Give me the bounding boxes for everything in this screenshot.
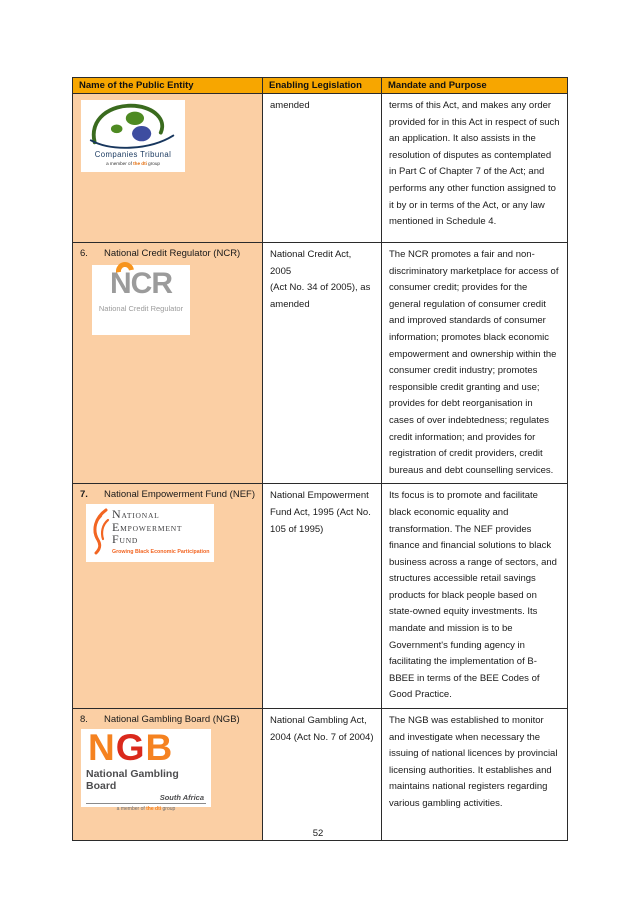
- nef-line-fund: FUND: [112, 532, 139, 547]
- companies-tribunal-swirl-icon: [85, 102, 181, 148]
- legislation-cell: [263, 709, 382, 841]
- legislation-line: amended: [270, 298, 310, 310]
- ngb-logo-title: National Gambling Board: [86, 768, 179, 793]
- mandate-cell: [382, 709, 568, 841]
- membership-suffix: group: [146, 161, 160, 166]
- legislation-line: National Credit Act, 2005: [270, 249, 352, 277]
- ngb-letter-b: B: [145, 727, 174, 769]
- page-number: 52: [312, 828, 324, 839]
- mandate-text: Its focus is to promote and facilitate black economic equality and transformation. The NEF provides finance and financial solutions to black business across a range of sectors, and structures accessible retail savings products for black people based on state-owned equity investments. Its mandate and mission is to be Government's funding agency in facilitating the implementation of B-BBEE in terms of the BEE Codes of Good Practice.: [389, 490, 557, 701]
- table-row-nef: [73, 484, 568, 709]
- membership-prefix: a member of: [116, 806, 147, 813]
- nef-logo-text: [112, 508, 209, 560]
- entity-number: 7.: [80, 489, 88, 501]
- entity-cell-ncr: [73, 243, 263, 484]
- membership-prefix: a member of: [106, 161, 134, 166]
- mandate-text: The NCR promotes a fair and non-discriminatory marketplace for access of consumer credit; provides for the general regulation of consumer credit and improved standards of consumer information; promotes black economic empowerment and ownership within the consumer credit industry; promotes responsible credit granting and use; provides for debt reorganisation in cases of over indebtedness; regulates credit information; and provides for registration of credit providers, credit bureaus and debt counselling services.: [389, 249, 559, 476]
- table-row-ngb: [73, 709, 568, 841]
- entity-cell-companies-tribunal: [73, 94, 263, 243]
- nef-logo: [86, 504, 214, 562]
- public-entities-table: [72, 77, 568, 841]
- table-header-row: [73, 78, 568, 94]
- legislation-line: Fund Act, 1995 (Act No.: [270, 506, 371, 518]
- nef-tagline: Growing Black Economic Participation: [112, 548, 210, 555]
- legislation-line: amended: [270, 100, 310, 111]
- legislation-cell: [263, 484, 382, 709]
- mandate-cell: [382, 243, 568, 484]
- table-row-companies-tribunal: [73, 94, 568, 243]
- companies-tribunal-logo: [81, 100, 185, 172]
- entity-name: National Credit Regulator (NCR): [104, 248, 241, 259]
- entity-title: [80, 489, 257, 500]
- entity-name: National Empowerment Fund (NEF): [104, 489, 255, 501]
- entity-name: National Gambling Board (NGB): [104, 714, 240, 726]
- legislation-line: National Gambling Act,: [270, 715, 367, 727]
- mandate-text: The NGB was established to monitor and investigate when necessary the issuing of national licences by provincial licensing authorities. It establishes and maintains national registers regarding various gambling activities.: [389, 715, 558, 809]
- ngb-logo-subtitle: South Africa: [159, 793, 204, 803]
- ncr-logo: [92, 265, 190, 335]
- mandate-cell: [382, 94, 568, 243]
- table-row-ncr: [73, 243, 568, 484]
- legislation-cell: [263, 94, 382, 243]
- column-header-entity-name: Name of the Public Entity: [73, 78, 263, 94]
- ngb-membership-line: [86, 806, 206, 812]
- entity-title: [80, 248, 257, 259]
- ngb-divider: [86, 803, 206, 804]
- ncr-acronym-text: NCR: [110, 267, 172, 300]
- entity-number: 6.: [80, 248, 88, 259]
- nef-line-empowerment: EMPOWERMENT: [112, 519, 183, 534]
- column-header-mandate-purpose: Mandate and Purpose: [382, 78, 568, 94]
- entity-cell-ngb: [73, 709, 263, 841]
- legislation-line: 105 of 1995): [270, 523, 324, 535]
- dti-brand-text: the dti: [146, 806, 162, 813]
- ngb-acronym-letters: [88, 729, 206, 767]
- entity-number: 8.: [80, 714, 88, 726]
- column-header-enabling-legislation: Enabling Legislation: [263, 78, 382, 94]
- legislation-line: National Empowerment: [270, 490, 369, 502]
- nef-line-national: NATIONAL: [112, 507, 160, 522]
- legislation-line: (Act No. 34 of 2005), as: [270, 282, 371, 294]
- nef-flame-icon: [89, 508, 109, 554]
- membership-suffix: group: [161, 806, 176, 813]
- companies-tribunal-membership-line: [81, 161, 185, 166]
- ngb-letter-g: G: [115, 727, 146, 769]
- entity-title: [80, 714, 257, 725]
- entity-cell-nef: [73, 484, 263, 709]
- mandate-cell: [382, 484, 568, 709]
- companies-tribunal-logo-title: Companies Tribunal: [94, 150, 172, 159]
- ngb-letter-n: N: [88, 727, 116, 769]
- ngb-logo: [81, 727, 211, 813]
- mandate-text: terms of this Act, and makes any order provided for in this Act in respect of such an application. It also assists in the resolution of disputes as contemplated in Part C of Chapter 7 of the Act; and performs any other function assigned to it by or in terms of the Act, or any law mentioned in Schedule 4.: [389, 100, 560, 228]
- legislation-cell: [263, 243, 382, 484]
- legislation-line: 2004 (Act No. 7 of 2004): [270, 731, 374, 743]
- ncr-logo-subtitle: National Credit Regulator: [98, 304, 184, 313]
- dti-brand-text: the dti: [133, 161, 147, 166]
